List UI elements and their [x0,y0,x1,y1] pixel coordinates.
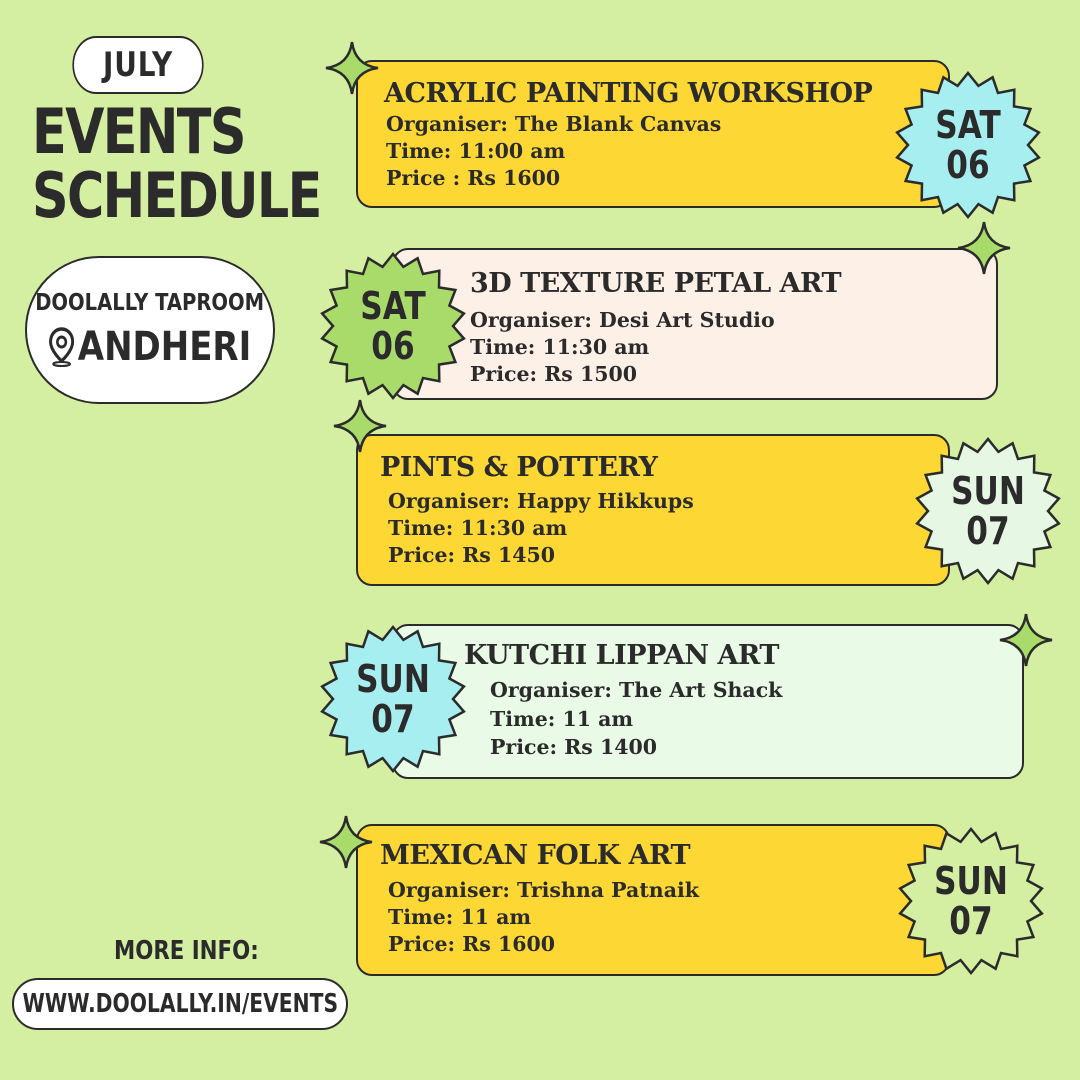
event-price: Price: Rs 1600 [388,932,556,956]
badge-date: 07 [966,509,1010,553]
events-url-link[interactable] [12,978,348,1030]
badge-day: SUN [951,469,1025,513]
date-badge [318,251,468,401]
event-card-3 [356,434,950,586]
sparkle-icon [998,612,1054,668]
events-url-text: WWW.DOOLALLY.IN/EVENTS [22,989,338,1019]
date-badge [893,70,1043,220]
badge-day: SUN [934,859,1008,903]
sparkle-icon [324,40,380,96]
event-card-2 [392,248,998,400]
venue-name: DOOLALLY TAPROOM [35,290,265,316]
event-organiser: Organiser: Desi Art Studio [470,308,775,332]
date-badge [896,826,1046,976]
badge-date: 06 [371,324,415,368]
event-time: Time: 11:00 am [386,139,566,163]
event-title: MEXICAN FOLK ART [380,840,691,871]
badge-day: SUN [356,657,430,701]
event-time: Time: 11:30 am [470,335,650,359]
page-title-line1: EVENTS [32,95,245,168]
event-card-4 [392,624,1024,779]
event-time: Time: 11 am [388,905,532,929]
month-label: JULY [72,36,203,94]
badge-date: 07 [949,899,993,943]
event-card-5 [356,824,950,976]
event-card-1 [356,60,950,208]
badge-day: SAT [360,284,426,328]
event-title: ACRYLIC PAINTING WORKSHOP [384,78,873,109]
page-title [32,95,321,232]
event-organiser: Organiser: Happy Hikkups [388,489,694,513]
sparkle-icon [332,398,388,454]
event-price: Price: Rs 1500 [470,362,638,386]
badge-date: 06 [946,143,990,187]
event-title: PINTS & POTTERY [380,452,658,483]
event-price: Price: Rs 1450 [388,543,556,567]
location-pin-icon [49,327,75,367]
event-organiser: Organiser: The Art Shack [490,678,783,702]
event-time: Time: 11 am [490,707,634,731]
more-info-label: MORE INFO: [114,936,259,966]
event-time: Time: 11:30 am [388,516,568,540]
event-title: KUTCHI LIPPAN ART [464,640,779,671]
sparkle-icon [956,220,1012,276]
badge-date: 07 [371,697,415,741]
venue-area: ANDHERI [77,324,252,370]
event-organiser: Organiser: Trishna Patnaik [388,878,699,902]
date-badge [318,624,468,774]
event-price: Price: Rs 1400 [490,735,658,759]
event-title: 3D TEXTURE PETAL ART [470,268,842,299]
page-title-line2: SCHEDULE [32,159,321,232]
event-price: Price : Rs 1600 [386,166,561,190]
badge-day: SAT [935,103,1001,147]
venue-card [25,256,275,404]
date-badge [913,436,1063,586]
venue-area-row [49,324,251,370]
event-organiser: Organiser: The Blank Canvas [386,112,722,136]
sparkle-icon [318,814,374,870]
